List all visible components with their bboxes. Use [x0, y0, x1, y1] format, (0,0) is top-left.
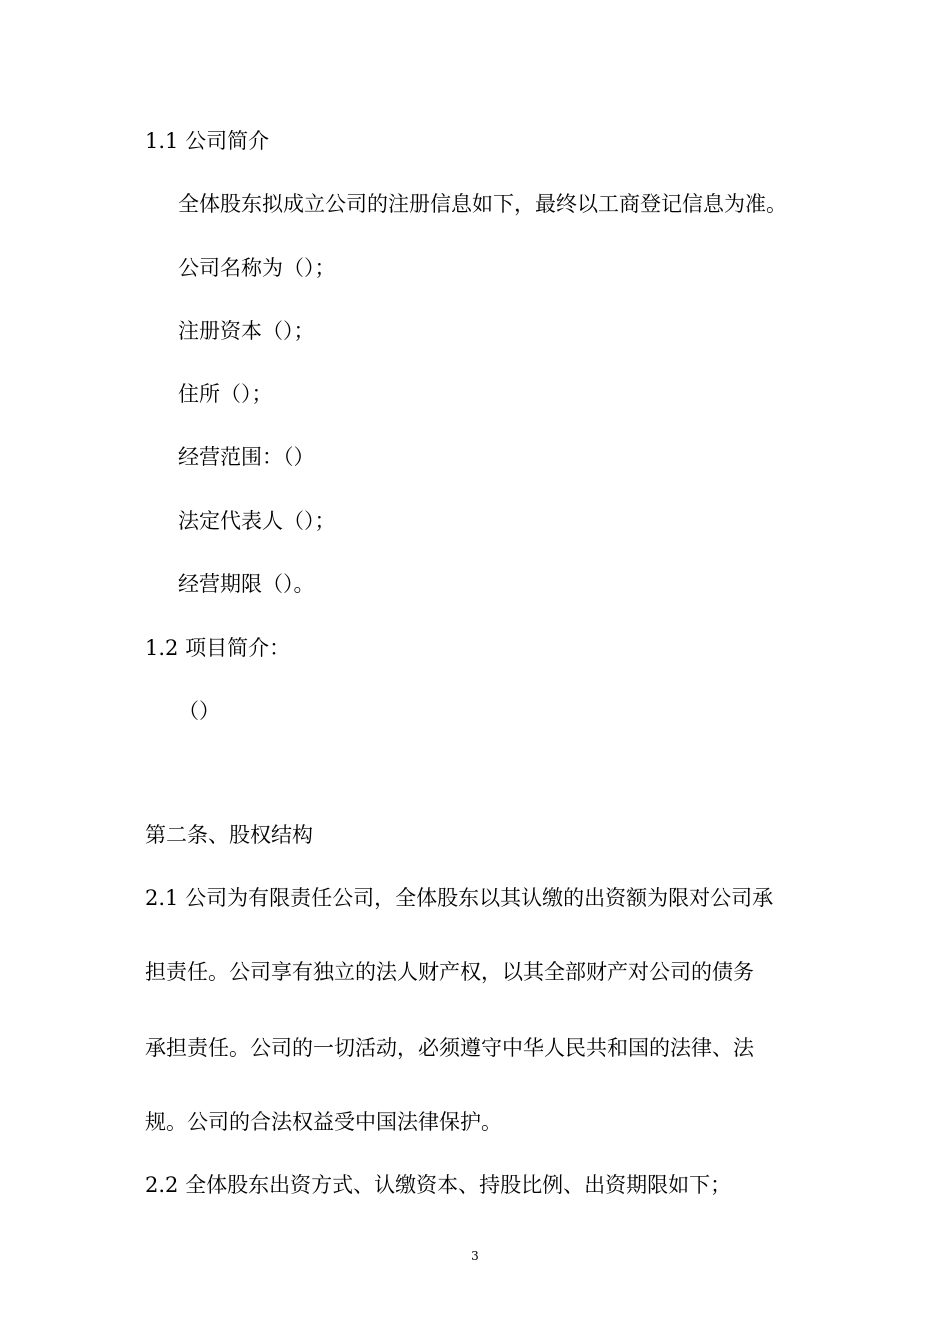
- paragraph-line: 担责任。公司享有独立的法人财产权，以其全部财产对公司的债务: [145, 960, 754, 984]
- page-number: 3: [471, 1249, 479, 1263]
- paragraph-line: 2.1 公司为有限责任公司，全体股东以其认缴的出资额为限对公司承: [145, 886, 774, 910]
- list-item: 住所（）；: [178, 382, 273, 406]
- list-item: 经营范围：（）: [178, 445, 315, 469]
- paragraph: （）: [178, 699, 220, 723]
- section-heading-1-2: 1.2 项目简介：: [145, 636, 291, 660]
- article-heading: 第二条、股权结构: [145, 823, 313, 847]
- list-item: 注册资本（）；: [178, 319, 315, 343]
- paragraph-line: 承担责任。公司的一切活动，必须遵守中华人民共和国的法律、法: [145, 1036, 754, 1060]
- list-item: 经营期限（）。: [178, 572, 315, 596]
- list-item: 法定代表人（）；: [178, 509, 336, 533]
- paragraph: 全体股东拟成立公司的注册信息如下，最终以工商登记信息为准。: [178, 192, 787, 216]
- paragraph-line: 规。公司的合法权益受中国法律保护。: [145, 1110, 502, 1134]
- section-heading-1-1: 1.1 公司简介: [145, 129, 270, 153]
- paragraph-line: 2.2 全体股东出资方式、认缴资本、持股比例、出资期限如下；: [145, 1173, 732, 1197]
- list-item: 公司名称为（）；: [178, 256, 336, 280]
